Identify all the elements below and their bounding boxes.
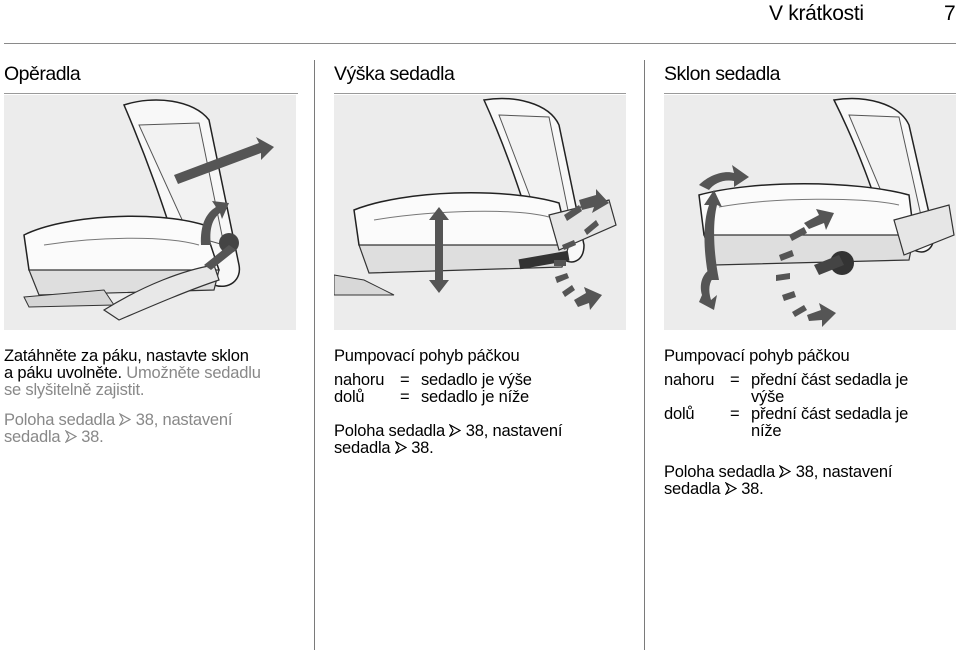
reference-text: Poloha sedadla [4, 411, 115, 429]
page-reference-arrow-icon [395, 441, 407, 454]
seat-tilt-deflist [664, 372, 956, 440]
column-divider-1 [314, 60, 315, 650]
page-header [0, 0, 960, 44]
deflist-eq: = [730, 405, 740, 423]
heading-rule [4, 93, 298, 94]
seat-tilt-reference [664, 464, 892, 498]
seat-tilt-intro: Pumpovací pohyb páčkou [664, 347, 850, 365]
reference-link[interactable]: 38. [81, 428, 104, 446]
page-reference-arrow-icon [65, 430, 77, 443]
instruction-line: a páku uvolněte. [4, 364, 122, 382]
section-title: V krátkosti [769, 2, 864, 25]
deflist-def: sedadlo je níže [421, 388, 529, 406]
reference-link[interactable]: 38, nastavení [465, 422, 563, 440]
reference-text: Poloha sedadla [664, 463, 775, 481]
deflist-def-continued: níže [751, 422, 782, 440]
header-divider [4, 43, 956, 44]
seat-height-intro: Pumpovací pohyb páčkou [334, 347, 520, 365]
deflist-row [334, 389, 624, 406]
deflist-term: nahoru [664, 371, 715, 389]
seat-height-reference [334, 423, 562, 457]
page-reference-arrow-icon [119, 413, 131, 426]
reference-text: sedadla [4, 428, 61, 446]
page-reference-arrow-icon [725, 482, 737, 495]
deflist-eq: = [400, 371, 410, 389]
instruction-line: Zatáhněte za páku, nastavte sklon [4, 347, 249, 365]
deflist-row [664, 389, 956, 406]
reference-link[interactable]: 38, nastavení [795, 463, 893, 481]
heading-rule [664, 93, 956, 94]
deflist-eq: = [400, 388, 410, 406]
seat-height-illustration [334, 95, 626, 330]
seat-tilt-illustration [664, 95, 956, 330]
deflist-term: dolů [334, 388, 365, 406]
page-number: 7 [944, 2, 956, 25]
seat-height-deflist [334, 372, 624, 406]
backrest-illustration [4, 95, 296, 330]
deflist-row [334, 372, 624, 389]
note-text: se slyšitelně zajistit. [4, 381, 145, 399]
reference-link[interactable]: 38. [411, 439, 434, 457]
note-text: Umožněte sedadlu [126, 364, 261, 382]
page-reference-arrow-icon [779, 465, 791, 478]
backrest-reference [4, 412, 232, 446]
heading-seat-tilt: Sklon sedadla [664, 63, 781, 85]
deflist-term: dolů [664, 405, 695, 423]
deflist-def: přední část sedadla je [751, 371, 909, 389]
reference-link[interactable]: 38, nastavení [135, 411, 233, 429]
reference-text: sedadla [334, 439, 391, 457]
page-reference-arrow-icon [449, 424, 461, 437]
backrest-instructions [4, 348, 261, 399]
reference-link[interactable]: 38. [741, 480, 764, 498]
deflist-row [664, 423, 956, 440]
deflist-def: přední část sedadla je [751, 405, 909, 423]
reference-text: Poloha sedadla [334, 422, 445, 440]
deflist-term: nahoru [334, 371, 385, 389]
deflist-row [664, 372, 956, 389]
reference-text: sedadla [664, 480, 721, 498]
deflist-eq: = [730, 371, 740, 389]
column-divider-2 [644, 60, 645, 650]
heading-rule [334, 93, 626, 94]
heading-seat-height: Výška sedadla [334, 63, 455, 85]
heading-backrests: Opěradla [4, 63, 81, 85]
deflist-row [664, 406, 956, 423]
deflist-def: sedadlo je výše [421, 371, 532, 389]
deflist-def-continued: výše [751, 388, 785, 406]
